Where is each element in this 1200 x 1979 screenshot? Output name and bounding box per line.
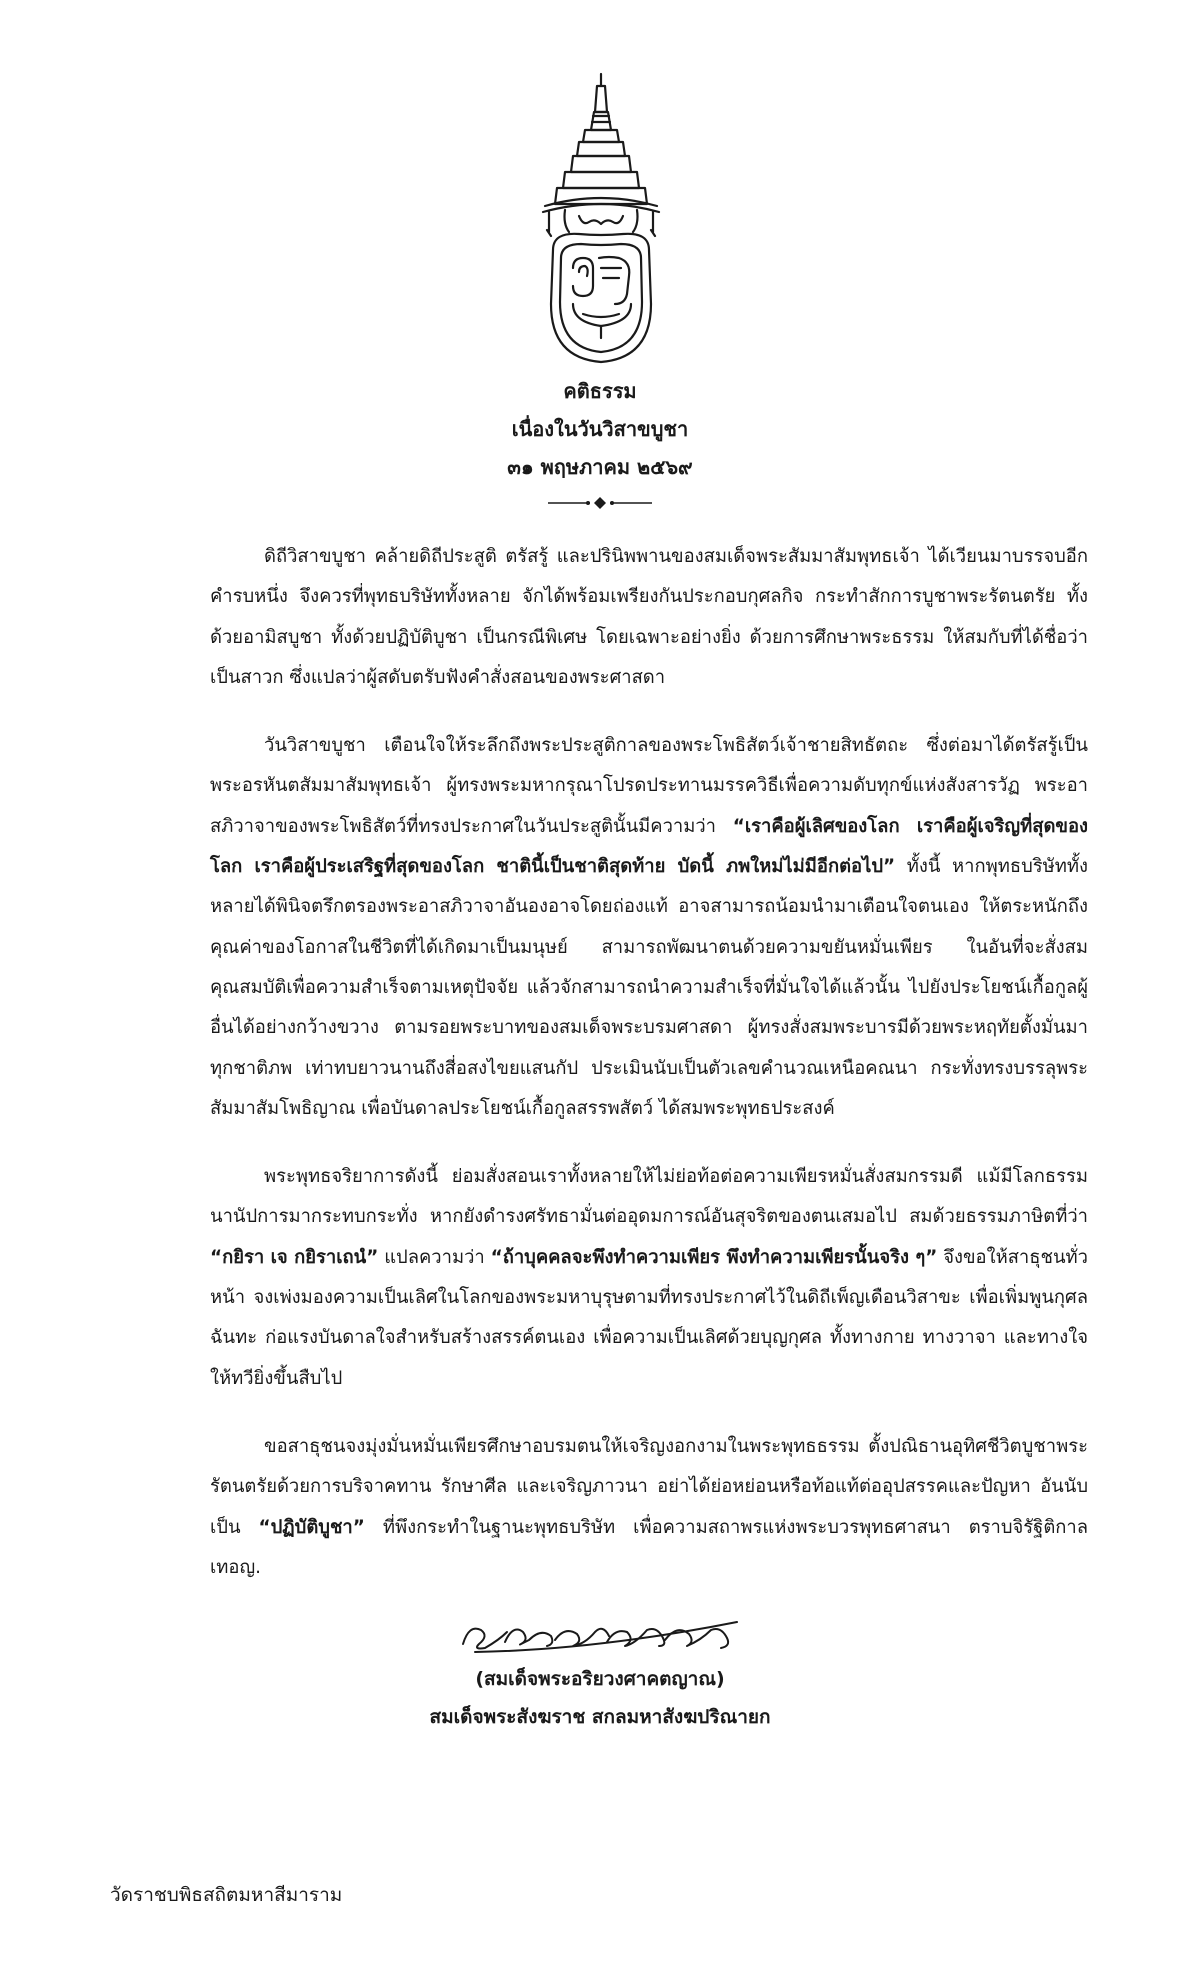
paragraph-2-quote: “เราคือผู้เลิศของโลก เราคือผู้เจริญที่สุดของโลก เราคือผู้ประเสริฐที่สุดของโลก ชาตินี้เป็นชาติสุดท้าย บัดนี้ ภพใหม่ไม่มีอีกต่อไป” (210, 815, 1088, 878)
paragraph-3-pali-quote: “กยิรา เจ กยิราเถนํ” (210, 1246, 379, 1268)
paragraph-1 (210, 537, 1088, 698)
document-body (210, 537, 1088, 1616)
signatory-title: สมเด็จพระสังฆราช สกลมหาสังฆปริณายก (429, 1706, 771, 1728)
paragraph-4-text-a: ขอสาธุชนจงมุ่งมั่นหมั่นเพียรศึกษาอบรมตนให้เจริญงอกงามในพระพุทธธรรม ตั้งปณิธานอุทิศชีวิตบูชาพระรัตนตรัยด้วยการบริจาคทาน รักษาศีล และเจริญภาวนา อย่าได้ย่อหย่อนหรือท้อแท้ต่ออุปสรรคและปัญหา อันนับเป็น (210, 1435, 1088, 1538)
document-date: ๓๑ พฤษภาคม ๒๕๖๙ (507, 455, 693, 479)
signatory-name: (สมเด็จพระอริยวงศาคตญาณ) (475, 1668, 725, 1690)
paragraph-3-translation: “ถ้าบุคคลจะพึงทำความเพียร พึงทำความเพียรนั้นจริง ๆ” (490, 1246, 938, 1268)
paragraph-2-text-a: วันวิสาขบูชา เตือนใจให้ระลึกถึงพระประสูติกาลของพระโพธิสัตว์เจ้าชายสิทธัตถะ ซึ่งต่อมาได้ตรัสรู้เป็นพระอรหันตสัมมาสัมพุทธเจ้า ผู้ทรงพระมหากรุณาโปรดประทานมรรควิธีเพื่อความดับทุกข์แห่งสังสารวัฏ พระอาสภิวาจาของพระโพธิสัตว์ที่ทรงประกาศในวันประสูตินั้นมีความว่า (210, 735, 1088, 837)
signature-block (0, 1610, 1200, 1736)
paragraph-4 (210, 1427, 1088, 1588)
document-header (0, 372, 1200, 486)
paragraph-3 (210, 1157, 1088, 1399)
footer-location: วัดราชบพิธสถิตมหาสีมาราม (110, 1884, 343, 1906)
paragraph-1-text: ดิถีวิสาขบูชา คล้ายดิถีประสูติ ตรัสรู้ และปรินิพพานของสมเด็จพระสัมมาสัมพุทธเจ้า ได้เวียนมาบรรจบอีกคำรบหนึ่ง จึงควรที่พุทธบริษัททั้งหลาย จักได้พร้อมเพรียงกันประกอบกุศลกิจ กระทำสักการบูชาพระรัตนตรัย ทั้งด้วยอามิสบูชา ทั้งด้วยปฏิบัติบูชา เป็นกรณีพิเศษ โดยเฉพาะอย่างยิ่ง ด้วยการศึกษาพระธรรม ให้สมกับที่ได้ชื่อว่าเป็นสาวก ซึ่งแปลว่าผู้สดับตรับฟังคำสั่งสอนของพระศาสดา (210, 546, 1088, 688)
paragraph-4-text-c: ที่พึงกระทำในฐานะพุทธบริษัท เพื่อความสถาพรแห่งพระบวรพุทธศาสนา ตราบจิรัฐิติกาล เทอญ. (210, 1516, 1088, 1578)
ornamental-divider-icon (548, 495, 652, 511)
document-title: คติธรรม (563, 379, 637, 403)
royal-crown-seal-icon (539, 72, 663, 372)
paragraph-3-text-e: จึงขอให้สาธุชนทั่วหน้า จงเพ่งมองความเป็นเลิศในโลกของพระมหาบุรุษตามที่ทรงประกาศไว้ในดิถีเพ็ญเดือนวิสาขะ เพื่อเพิ่มพูนกุศลฉันทะ ก่อแรงบันดาลใจสำหรับสร้างสรรค์ตนเอง เพื่อความเป็นเลิศด้วยบุญกุศล ทั้งทางกาย ทางวาจา และทางใจ ให้ทวียิ่งขึ้นสืบไป (210, 1246, 1088, 1389)
paragraph-4-emphasis: “ปฏิบัติบูชา” (258, 1516, 365, 1538)
handwritten-signature (455, 1610, 745, 1658)
document-occasion: เนื่องในวันวิสาขบูชา (511, 417, 689, 441)
paragraph-3-text-a: พระพุทธจริยาการดังนี้ ย่อมสั่งสอนเราทั้งหลายให้ไม่ย่อท้อต่อความเพียรหมั่นสั่งสมกรรมดี แม้มีโลกธรรมนานัปการมากระทบกระทั่ง หากยังดำรงศรัทธามั่นต่ออุดมการณ์อันสุจริตของตนเสมอไป สมด้วยธรรมภาษิตที่ว่า (210, 1166, 1088, 1228)
paragraph-3-text-c: แปลความว่า (378, 1246, 491, 1268)
paragraph-2-text-c: ทั้งนี้ หากพุทธบริษัททั้งหลายได้พินิจตรึกตรองพระอาสภิวาจาอันองอาจโดยถ่องแท้ อาจสามารถน้อมนำมาเตือนใจตนเอง ให้ตระหนักถึงคุณค่าของโอกาสในชีวิตที่ได้เกิดมาเป็นมนุษย์ สามารถพัฒนาตนด้วยความขยันหมั่นเพียร ในอันที่จะสั่งสมคุณสมบัติเพื่อความสำเร็จตามเหตุปัจจัย แล้วจักสามารถนำความสำเร็จที่มั่นใจได้แล้วนั้น ไปยังประโยชน์เกื้อกูลผู้อื่นได้อย่างกว้างขวาง ตามรอยพระบาทของสมเด็จพระบรมศาสดา ผู้ทรงสั่งสมพระบารมีด้วยพระหฤทัยตั้งมั่นมาทุกชาติภพ เท่าทบยาวนานถึงสี่อสงไขยแสนกัป ประเมินนับเป็นตัวเลขคำนวณเหนือคณนา กระทั่งทรงบรรลุพระสัมมาสัมโพธิญาณ เพื่อบันดาลประโยชน์เกื้อกูลสรรพสัตว์ ได้สมพระพุทธประสงค์ (210, 856, 1088, 1119)
paragraph-2 (210, 726, 1088, 1129)
